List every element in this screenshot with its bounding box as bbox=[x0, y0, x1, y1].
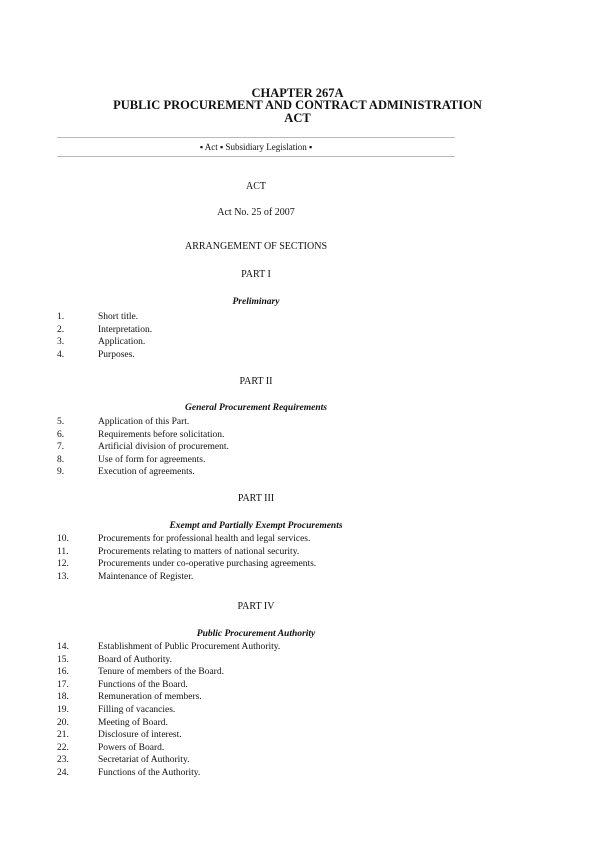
section-title: Interpretation. bbox=[98, 324, 153, 335]
act-link[interactable]: Act bbox=[204, 142, 218, 152]
section-number: 11. bbox=[57, 546, 69, 557]
section-item[interactable] bbox=[57, 767, 457, 780]
act-title-continued: ACT bbox=[284, 111, 311, 125]
section-number: 23. bbox=[57, 755, 69, 766]
section-number: 20. bbox=[57, 717, 69, 728]
section-title: Procurements under co-operative purchasing agreements. bbox=[98, 559, 317, 570]
section-title: Meeting of Board. bbox=[98, 717, 168, 728]
section-title: Maintenance of Register. bbox=[98, 571, 194, 582]
section-title: Requirements before solicitation. bbox=[98, 429, 225, 440]
part-heading: Public Procurement Authority bbox=[196, 629, 316, 639]
section-number: 5. bbox=[57, 417, 65, 427]
section-item[interactable] bbox=[57, 691, 457, 704]
section-item[interactable] bbox=[57, 416, 457, 429]
section-list bbox=[57, 533, 457, 583]
part-label: PART IV bbox=[237, 601, 275, 612]
section-title: Execution of agreements. bbox=[98, 467, 195, 478]
section-title: Disclosure of interest. bbox=[98, 730, 182, 741]
section-title: Establishment of Public Procurement Authority. bbox=[98, 642, 281, 652]
section-title: Application of this Part. bbox=[98, 417, 190, 427]
chapter-title: CHAPTER 267A bbox=[251, 86, 344, 100]
section-item[interactable] bbox=[57, 754, 457, 767]
part-label: PART I bbox=[241, 269, 271, 280]
section-title: Tenure of members of the Board. bbox=[98, 667, 224, 678]
section-number: 18. bbox=[57, 692, 69, 703]
section-title: Filling of vacancies. bbox=[98, 704, 176, 715]
part-heading: Exempt and Partially Exempt Procurements bbox=[169, 521, 343, 531]
section-number: 10. bbox=[57, 534, 69, 544]
section-item[interactable] bbox=[57, 546, 457, 559]
part-label: PART III bbox=[237, 493, 275, 504]
section-number: 4. bbox=[57, 349, 65, 360]
act-heading: ACT bbox=[246, 181, 266, 192]
section-title: Functions of the Board. bbox=[98, 679, 188, 690]
section-item[interactable] bbox=[57, 717, 457, 730]
section-number: 21. bbox=[57, 730, 69, 741]
section-item[interactable] bbox=[57, 679, 457, 692]
section-number: 14. bbox=[57, 642, 69, 652]
section-number: 17. bbox=[57, 679, 69, 690]
section-title: Short title. bbox=[98, 312, 139, 322]
section-title: Board of Authority. bbox=[98, 654, 173, 665]
section-title: Procurements relating to matters of national security. bbox=[98, 546, 300, 557]
part-heading: Preliminary bbox=[232, 297, 280, 307]
section-item[interactable] bbox=[57, 336, 457, 349]
section-number: 15. bbox=[57, 654, 69, 665]
section-title: Artificial division of procurement. bbox=[98, 442, 229, 453]
section-number: 19. bbox=[57, 704, 69, 715]
section-item[interactable] bbox=[57, 324, 457, 337]
section-number: 7. bbox=[57, 442, 65, 453]
section-item[interactable] bbox=[57, 742, 457, 755]
section-item[interactable] bbox=[57, 349, 457, 362]
section-title: Use of form for agreements. bbox=[98, 454, 206, 465]
part-label: PART II bbox=[239, 376, 273, 387]
section-item[interactable] bbox=[57, 558, 457, 571]
section-item[interactable] bbox=[57, 571, 457, 584]
section-item[interactable] bbox=[57, 441, 457, 454]
arrangement-heading: ARRANGEMENT OF SECTIONS bbox=[184, 241, 328, 252]
legislation-nav bbox=[57, 142, 455, 152]
section-number: 24. bbox=[57, 767, 69, 778]
section-title: Purposes. bbox=[98, 349, 135, 360]
section-number: 6. bbox=[57, 429, 65, 440]
section-number: 9. bbox=[57, 467, 65, 478]
part-heading: General Procurement Requirements bbox=[185, 403, 327, 413]
section-list bbox=[57, 416, 457, 479]
section-number: 8. bbox=[57, 454, 65, 465]
section-item[interactable] bbox=[57, 641, 457, 654]
section-item[interactable] bbox=[57, 454, 457, 467]
section-item[interactable] bbox=[57, 704, 457, 717]
section-number: 22. bbox=[57, 742, 69, 753]
section-number: 2. bbox=[57, 324, 65, 335]
section-item[interactable] bbox=[57, 311, 457, 324]
section-list bbox=[57, 641, 457, 780]
section-number: 1. bbox=[57, 312, 65, 322]
section-number: 13. bbox=[57, 571, 69, 582]
section-title: Remuneration of members. bbox=[98, 692, 202, 703]
section-item[interactable] bbox=[57, 429, 457, 442]
act-title: PUBLIC PROCUREMENT AND CONTRACT ADMINISTRATION bbox=[113, 98, 482, 112]
section-item[interactable] bbox=[57, 729, 457, 742]
top-divider bbox=[57, 137, 455, 138]
section-number: 3. bbox=[57, 337, 65, 348]
bottom-divider bbox=[57, 156, 455, 157]
bullet-icon: ▪ bbox=[199, 142, 204, 152]
bullet-icon: ▪ bbox=[308, 142, 313, 152]
section-item[interactable] bbox=[57, 666, 457, 679]
section-title: Powers of Board. bbox=[98, 742, 165, 753]
section-number: 12. bbox=[57, 559, 69, 570]
section-item[interactable] bbox=[57, 654, 457, 667]
section-list bbox=[57, 311, 457, 361]
section-title: Procurements for professional health and legal services. bbox=[98, 534, 311, 544]
section-item[interactable] bbox=[57, 466, 457, 479]
bullet-icon: ▪ bbox=[220, 142, 224, 152]
section-title: Application. bbox=[98, 337, 146, 348]
section-number: 16. bbox=[57, 667, 69, 678]
act-number: Act No. 25 of 2007 bbox=[217, 207, 295, 218]
section-item[interactable] bbox=[57, 533, 457, 546]
section-title: Functions of the Authority. bbox=[98, 767, 201, 778]
subsidiary-legislation-link[interactable]: Subsidiary Legislation bbox=[225, 142, 307, 152]
section-title: Secretariat of Authority. bbox=[98, 755, 190, 766]
